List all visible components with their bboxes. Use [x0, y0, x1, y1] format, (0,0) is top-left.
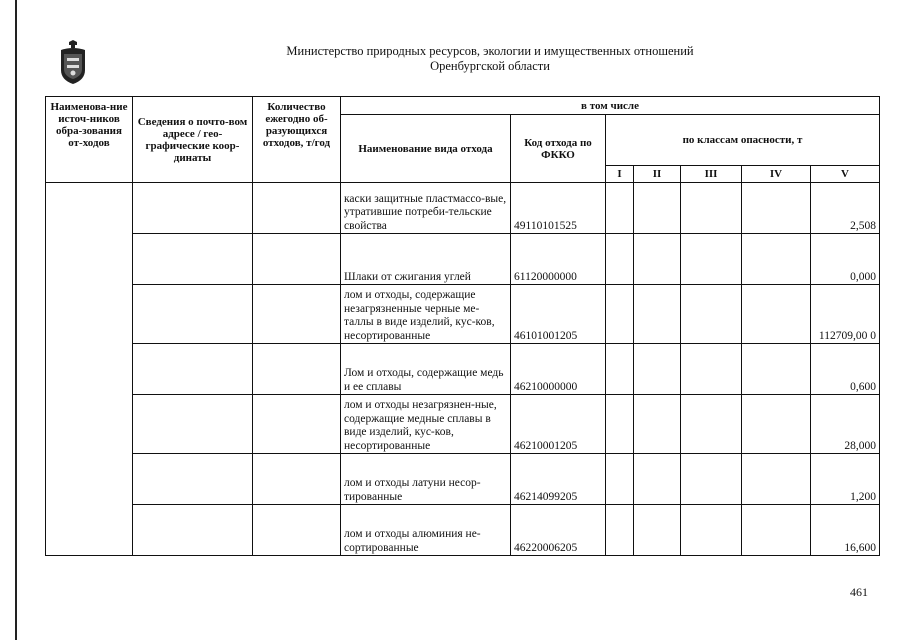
table-row: [46, 454, 880, 505]
class-ii-cell: [634, 285, 681, 344]
class-v-cell: 2,508: [811, 183, 880, 234]
waste-name-cell: лом и отходы латуни несор-тированные: [341, 454, 511, 505]
source-name-cell: [46, 183, 133, 556]
fkko-code-cell: 49110101525: [511, 183, 606, 234]
class-i-cell: [606, 395, 634, 454]
table-row: [46, 234, 880, 285]
class-v-cell: 0,600: [811, 344, 880, 395]
document-header: [240, 44, 740, 74]
class-iii-cell: [681, 505, 742, 556]
quantity-cell: [253, 183, 341, 234]
class-iv-cell: [742, 234, 811, 285]
header-including: в том числе: [341, 97, 880, 115]
address-cell: [133, 285, 253, 344]
address-cell: [133, 234, 253, 285]
class-iv-cell: [742, 454, 811, 505]
class-iv-cell: [742, 344, 811, 395]
waste-name-cell: каски защитные пластмассо-вые, утратившие потреби-тельские свойства: [341, 183, 511, 234]
fkko-code-cell: 46214099205: [511, 454, 606, 505]
header-fkko-code: Код отхода по ФККО: [511, 115, 606, 183]
ministry-name: Министерство природных ресурсов, экологии и имущественных отношений: [286, 44, 694, 58]
orenburg-coat-of-arms-icon: [58, 40, 88, 84]
class-i-cell: [606, 505, 634, 556]
header-quantity: Количество ежегодно об-разующихся отходов, т/год: [253, 97, 341, 183]
address-cell: [133, 183, 253, 234]
quantity-cell: [253, 454, 341, 505]
class-i-cell: [606, 183, 634, 234]
quantity-cell: [253, 344, 341, 395]
table-row: [46, 505, 880, 556]
class-iv-cell: [742, 183, 811, 234]
waste-name-cell: лом и отходы алюминия не-сортированные: [341, 505, 511, 556]
quantity-cell: [253, 395, 341, 454]
address-cell: [133, 395, 253, 454]
fkko-code-cell: 46220006205: [511, 505, 606, 556]
header-class-iv: IV: [742, 166, 811, 183]
class-ii-cell: [634, 344, 681, 395]
class-iii-cell: [681, 285, 742, 344]
class-ii-cell: [634, 234, 681, 285]
table-row: [46, 395, 880, 454]
fkko-code-cell: 46210000000: [511, 344, 606, 395]
table-row: [46, 183, 880, 234]
class-ii-cell: [634, 395, 681, 454]
fkko-code-cell: 46101001205: [511, 285, 606, 344]
table-row: [46, 344, 880, 395]
address-cell: [133, 505, 253, 556]
class-iii-cell: [681, 183, 742, 234]
class-i-cell: [606, 234, 634, 285]
header-class-iii: III: [681, 166, 742, 183]
header-class-ii: II: [634, 166, 681, 183]
address-cell: [133, 454, 253, 505]
class-iii-cell: [681, 454, 742, 505]
header-hazard-classes: по классам опасности, т: [606, 115, 880, 166]
class-ii-cell: [634, 454, 681, 505]
left-margin-rule: [15, 0, 17, 640]
waste-name-cell: лом и отходы незагрязнен-ные, содержащие медные сплавы в виде изделий, кус-ков, несортированные: [341, 395, 511, 454]
class-ii-cell: [634, 505, 681, 556]
quantity-cell: [253, 285, 341, 344]
header-waste-name: Наименование вида отхода: [341, 115, 511, 183]
waste-table: [45, 96, 880, 556]
header-address: Сведения о почто-вом адресе / гео-графические коор-динаты: [133, 97, 253, 183]
class-iii-cell: [681, 395, 742, 454]
fkko-code-cell: 46210001205: [511, 395, 606, 454]
waste-name-cell: лом и отходы, содержащие незагрязненные черные ме-таллы в виде изделий, кус-ков, несортированные: [341, 285, 511, 344]
quantity-cell: [253, 505, 341, 556]
quantity-cell: [253, 234, 341, 285]
class-i-cell: [606, 454, 634, 505]
waste-name-cell: Лом и отходы, содержащие медь и ее сплавы: [341, 344, 511, 395]
class-v-cell: 1,200: [811, 454, 880, 505]
class-ii-cell: [634, 183, 681, 234]
class-iii-cell: [681, 344, 742, 395]
class-iii-cell: [681, 234, 742, 285]
class-iv-cell: [742, 505, 811, 556]
header-source-name: Наименова-ние источ-ников обра-зования от-ходов: [46, 97, 133, 183]
class-v-cell: 28,000: [811, 395, 880, 454]
header-class-v: V: [811, 166, 880, 183]
table-row: [46, 285, 880, 344]
class-v-cell: 0,000: [811, 234, 880, 285]
class-v-cell: 16,600: [811, 505, 880, 556]
class-i-cell: [606, 285, 634, 344]
class-iv-cell: [742, 395, 811, 454]
waste-name-cell: Шлаки от сжигания углей: [341, 234, 511, 285]
fkko-code-cell: 61120000000: [511, 234, 606, 285]
class-v-cell: 112709,00 0: [811, 285, 880, 344]
region-name: Оренбургской области: [430, 59, 550, 73]
class-iv-cell: [742, 285, 811, 344]
page-number: 461: [850, 585, 868, 599]
header-class-i: I: [606, 166, 634, 183]
address-cell: [133, 344, 253, 395]
class-i-cell: [606, 344, 634, 395]
